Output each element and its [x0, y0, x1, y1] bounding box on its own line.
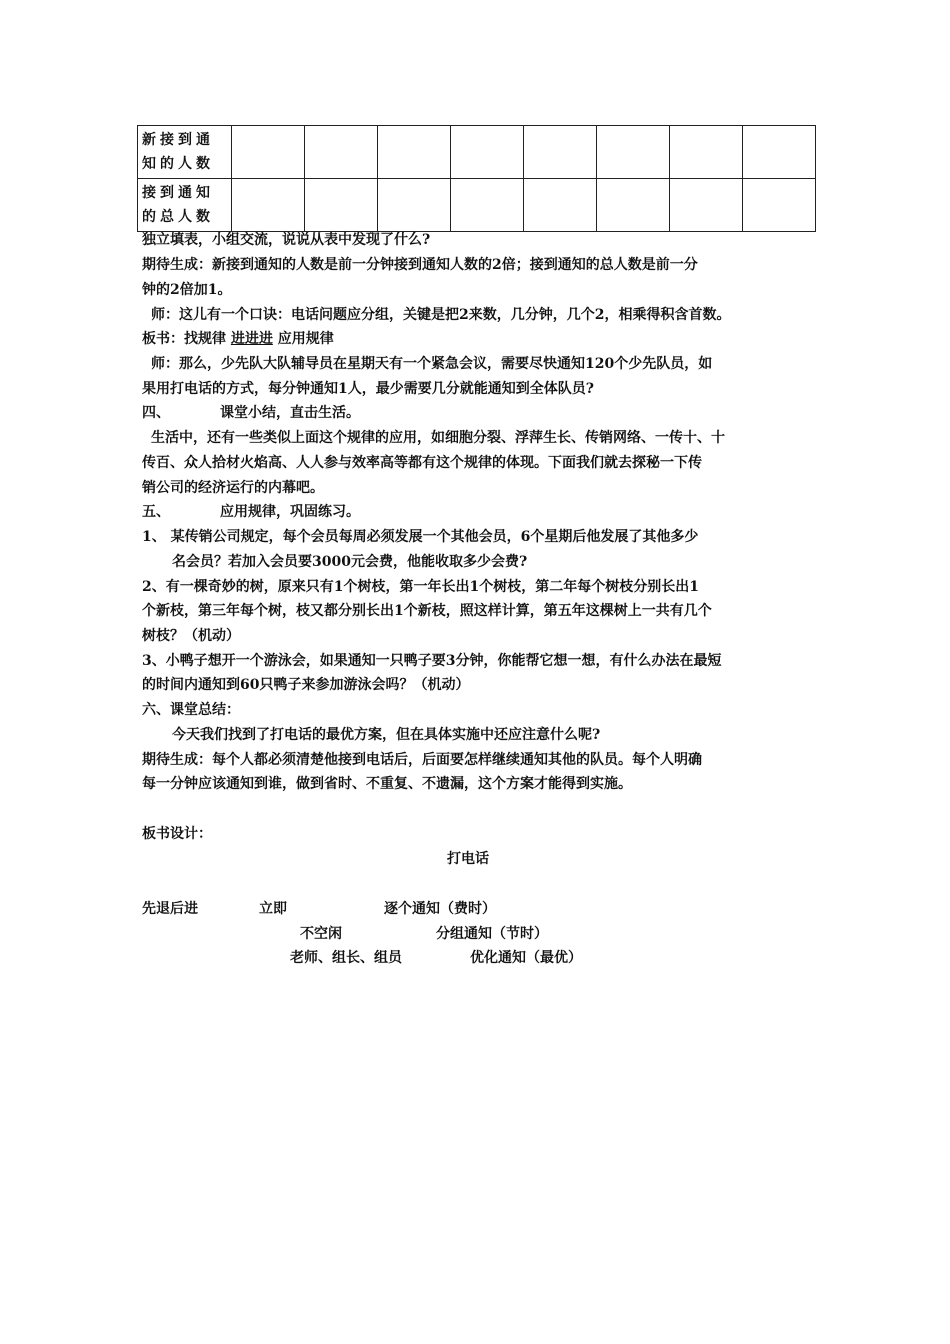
table-cell [743, 126, 816, 179]
board-item: 老师、组长、组员 [290, 950, 402, 966]
text-line: 每一分钟应该通知到谁，做到省时、不重复、不遗漏，这个方案才能得到实施。 [142, 776, 632, 792]
section-number: 四、 [142, 405, 170, 421]
text-line: 果用打电话的方式，每分钟通知1人，最少需要几分就能通知到全体队员? [142, 381, 594, 397]
board-item: 不空闲 [300, 926, 342, 942]
row-label-new: 新接到通知的人数 [138, 126, 232, 179]
table-cell [597, 179, 670, 232]
text-line: 的时间内通知到60只鸭子来参加游泳会吗？（机动） [142, 677, 470, 693]
table-cell [232, 126, 305, 179]
table-cell [378, 126, 451, 179]
text-line: 传百、众人拾材火焰高、人人参与效率高等都有这个规律的体现。下面我们就去探秘一下传 [142, 455, 702, 471]
row-label-total: 接到通知的总人数 [138, 179, 232, 232]
table-cell [378, 179, 451, 232]
text-line: 名会员？若加入会员要3000元会费，他能收取多少会费? [172, 554, 528, 570]
text-line [142, 327, 334, 351]
exercise-3: 3、小鸭子想开一个游泳会，如果通知一只鸭子要3分钟，你能帮它想一想，有什么办法在最短 [142, 653, 722, 669]
exercise-2: 2、有一棵奇妙的树，原来只有1个树枝，第一年长出1个树枝，第二年每个树枝分别长出1 [142, 579, 699, 595]
board-item: 分组通知（节时） [436, 926, 548, 942]
board-item: 优化通知（最优） [470, 950, 582, 966]
section-title: 课堂小结，直击生活。 [220, 405, 360, 421]
table-row [138, 126, 816, 179]
text-line: 师：那么，少先队大队辅导员在星期天有一个紧急会议，需要尽快通知120个少先队员，如 [151, 356, 713, 372]
section-number: 五、 [142, 504, 170, 520]
table-cell [670, 126, 743, 179]
text-line: 销公司的经济运行的内幕吧。 [142, 480, 324, 496]
text-line: 独立填表，小组交流，说说从表中发现了什么? [142, 232, 431, 248]
table-cell [524, 126, 597, 179]
table-cell [305, 179, 378, 232]
board-item: 逐个通知（费时） [384, 901, 496, 917]
board-item: 先退后进 [142, 901, 198, 917]
text-line: 师：这儿有一个口诀：电话问题应分组，关键是把2来数，几分钟，几个2，相乘得积含首数。 [151, 307, 731, 323]
section-heading-6: 六、课堂总结： [142, 702, 240, 718]
text-line: 树枝？（机动） [142, 628, 240, 644]
table-cell [670, 179, 743, 232]
board-underlined: 进进进 [230, 331, 273, 347]
text-line: 期待生成：每个人都必须清楚他接到电话后，后面要怎样继续通知其他的队员。每个人明确 [142, 752, 702, 768]
board-label: 板书：找规律 [142, 331, 226, 347]
board-design-title: 打电话 [447, 851, 489, 867]
board-rest: 应用规律 [277, 331, 334, 347]
text-line: 生活中，还有一些类似上面这个规律的应用，如细胞分裂、浮萍生长、传销网络、一传十、十 [151, 430, 725, 446]
board-design-heading: 板书设计： [142, 826, 212, 842]
table-cell [305, 126, 378, 179]
text-line: 个新枝，第三年每个树，枝又都分别长出1个新枝，照这样计算，第五年这棵树上一共有几个 [142, 603, 712, 619]
text-line: 今天我们找到了打电话的最优方案，但在具体实施中还应注意什么呢? [172, 727, 601, 743]
table-cell [524, 179, 597, 232]
table-row [138, 179, 816, 232]
table-cell [451, 179, 524, 232]
board-item: 立即 [259, 901, 287, 917]
exercise-1: 1、 某传销公司规定，每个会员每周必须发展一个其他会员，6个星期后他发展了其他多少 [142, 529, 699, 545]
section-title: 应用规律，巩固练习。 [220, 504, 360, 520]
text-line: 期待生成：新接到通知的人数是前一分钟接到通知人数的2倍；接到通知的总人数是前一分 [142, 257, 698, 273]
table-cell [451, 126, 524, 179]
table-cell [232, 179, 305, 232]
text-line: 钟的2倍加1。 [142, 282, 232, 298]
section-heading-5 [142, 500, 360, 524]
section-heading-4 [142, 401, 360, 425]
table-cell [597, 126, 670, 179]
notification-table [137, 125, 816, 232]
table-cell [743, 179, 816, 232]
